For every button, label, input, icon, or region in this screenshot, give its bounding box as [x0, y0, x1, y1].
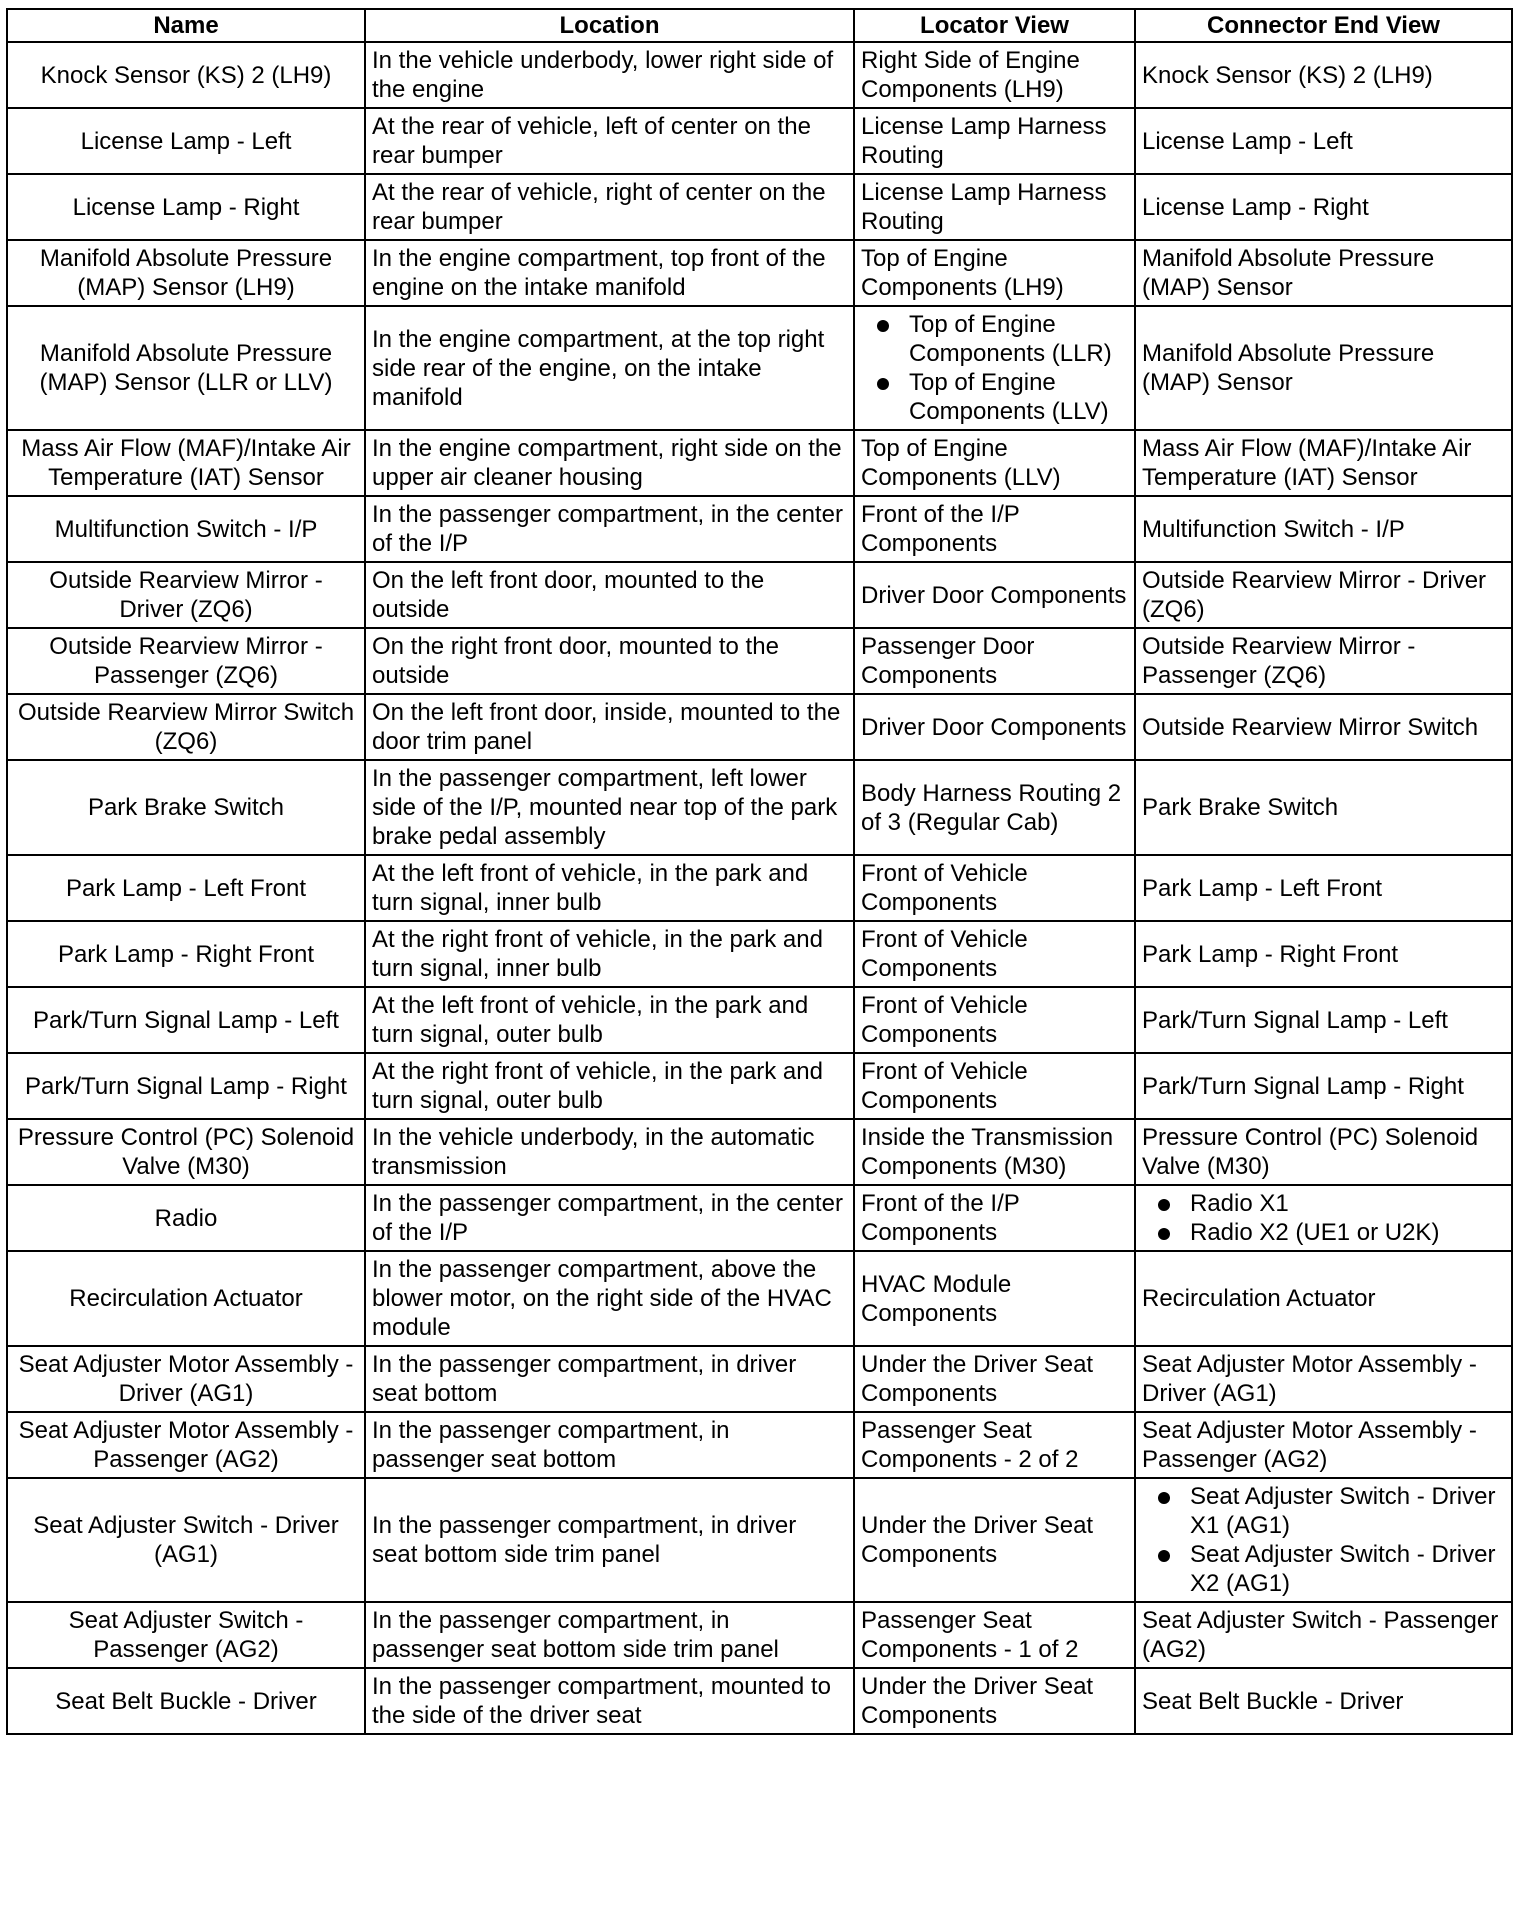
cell-locator-view: [854, 496, 1135, 562]
cell-text: License Lamp Harness Routing: [861, 179, 1107, 235]
component-locator-table: [6, 8, 1513, 1735]
cell-connector-end-view: [1135, 1185, 1512, 1251]
cell-locator-view: [854, 1412, 1135, 1478]
component-locator-table-container: [6, 8, 1511, 1735]
cell-text: Front of Vehicle Components: [861, 1058, 1028, 1114]
cell-text: Under the Driver Seat Components: [861, 1351, 1094, 1407]
cell-locator-view: [854, 562, 1135, 628]
bullet-item: Top of Engine Components (LLV): [861, 368, 1128, 426]
cell-text: Body Harness Routing 2 of 3 (Regular Cab): [861, 779, 1122, 836]
cell-name: License Lamp - Left: [7, 108, 365, 174]
table-row: [7, 240, 1512, 306]
cell-name: Radio: [7, 1185, 365, 1251]
bullet-item: Seat Adjuster Switch - Driver X2 (AG1): [1142, 1540, 1505, 1598]
cell-locator-view: [854, 1251, 1135, 1346]
table-row: [7, 921, 1512, 987]
cell-locator-view: [854, 1668, 1135, 1734]
cell-text: Under the Driver Seat Components: [861, 1673, 1094, 1729]
cell-text: HVAC Module Components: [861, 1270, 1012, 1327]
cell-text: License Lamp - Left: [1142, 127, 1353, 155]
bullet-item: Top of Engine Components (LLR): [861, 310, 1128, 368]
cell-name: Park Lamp - Right Front: [7, 921, 365, 987]
cell-name: Outside Rearview Mirror Switch (ZQ6): [7, 694, 365, 760]
table-row: [7, 855, 1512, 921]
table-row: [7, 306, 1512, 430]
table-row: [7, 1478, 1512, 1602]
cell-name: Seat Adjuster Switch - Driver (AG1): [7, 1478, 365, 1602]
cell-locator-view: [854, 42, 1135, 108]
cell-location: In the passenger compartment, left lower side of the I/P, mounted near top of the park brake pedal assembly: [365, 760, 854, 855]
cell-text: Front of the I/P Components: [861, 1190, 1020, 1246]
cell-location: At the left front of vehicle, in the park and turn signal, outer bulb: [365, 987, 854, 1053]
cell-text: Front of the I/P Components: [861, 501, 1020, 557]
table-row: [7, 1602, 1512, 1668]
cell-text: Park/Turn Signal Lamp - Right: [1142, 1072, 1464, 1100]
bullet-list: [1142, 1189, 1505, 1247]
cell-text: Seat Adjuster Motor Assembly - Passenger (AG2): [1142, 1417, 1477, 1473]
cell-connector-end-view: [1135, 1251, 1512, 1346]
cell-locator-view: [854, 987, 1135, 1053]
cell-connector-end-view: [1135, 430, 1512, 496]
cell-location: In the vehicle underbody, lower right side of the engine: [365, 42, 854, 108]
cell-name: License Lamp - Right: [7, 174, 365, 240]
cell-location: In the engine compartment, at the top right side rear of the engine, on the intake manifold: [365, 306, 854, 430]
cell-text: Passenger Seat Components - 1 of 2: [861, 1607, 1079, 1663]
cell-connector-end-view: [1135, 1478, 1512, 1602]
cell-name: Seat Adjuster Switch - Passenger (AG2): [7, 1602, 365, 1668]
cell-name: Manifold Absolute Pressure (MAP) Sensor (LLR or LLV): [7, 306, 365, 430]
cell-text: Front of Vehicle Components: [861, 992, 1028, 1048]
table-row: [7, 1668, 1512, 1734]
cell-locator-view: [854, 240, 1135, 306]
cell-text: Outside Rearview Mirror Switch: [1142, 713, 1479, 741]
cell-location: In the engine compartment, right side on the upper air cleaner housing: [365, 430, 854, 496]
cell-connector-end-view: [1135, 496, 1512, 562]
cell-text: Manifold Absolute Pressure (MAP) Sensor: [1142, 245, 1435, 301]
table-row: [7, 430, 1512, 496]
cell-name: Park/Turn Signal Lamp - Left: [7, 987, 365, 1053]
cell-locator-view: [854, 628, 1135, 694]
cell-text: Pressure Control (PC) Solenoid Valve (M30): [1142, 1124, 1479, 1180]
cell-text: Knock Sensor (KS) 2 (LH9): [1142, 61, 1433, 89]
cell-name: Seat Adjuster Motor Assembly - Passenger (AG2): [7, 1412, 365, 1478]
cell-text: Passenger Seat Components - 2 of 2: [861, 1417, 1079, 1473]
cell-location: In the passenger compartment, in the center of the I/P: [365, 496, 854, 562]
cell-name: Pressure Control (PC) Solenoid Valve (M30): [7, 1119, 365, 1185]
cell-locator-view: [854, 921, 1135, 987]
cell-text: Seat Adjuster Switch - Passenger (AG2): [1142, 1607, 1499, 1663]
cell-text: Park Brake Switch: [1142, 794, 1339, 821]
cell-connector-end-view: [1135, 760, 1512, 855]
cell-location: At the rear of vehicle, right of center on the rear bumper: [365, 174, 854, 240]
cell-connector-end-view: [1135, 1668, 1512, 1734]
cell-locator-view: [854, 1602, 1135, 1668]
table-row: [7, 1251, 1512, 1346]
cell-name: Seat Adjuster Motor Assembly - Driver (AG1): [7, 1346, 365, 1412]
cell-text: Mass Air Flow (MAF)/Intake Air Temperature (IAT) Sensor: [1142, 435, 1472, 491]
cell-locator-view: [854, 174, 1135, 240]
cell-connector-end-view: [1135, 306, 1512, 430]
cell-location: On the left front door, inside, mounted to the door trim panel: [365, 694, 854, 760]
cell-connector-end-view: [1135, 921, 1512, 987]
cell-name: Park/Turn Signal Lamp - Right: [7, 1053, 365, 1119]
cell-name: Outside Rearview Mirror - Driver (ZQ6): [7, 562, 365, 628]
table-row: [7, 1412, 1512, 1478]
table-row: [7, 562, 1512, 628]
cell-connector-end-view: [1135, 694, 1512, 760]
bullet-item: Radio X2 (UE1 or U2K): [1142, 1218, 1505, 1247]
cell-connector-end-view: [1135, 1412, 1512, 1478]
cell-name: Seat Belt Buckle - Driver: [7, 1668, 365, 1734]
cell-locator-view: [854, 1119, 1135, 1185]
cell-text: Driver Door Components: [861, 713, 1127, 741]
cell-connector-end-view: [1135, 42, 1512, 108]
table-body: [7, 42, 1512, 1734]
table-row: [7, 108, 1512, 174]
cell-location: In the vehicle underbody, in the automatic transmission: [365, 1119, 854, 1185]
cell-name: Park Lamp - Left Front: [7, 855, 365, 921]
cell-location: In the passenger compartment, in passenger seat bottom side trim panel: [365, 1602, 854, 1668]
table-row: [7, 628, 1512, 694]
cell-locator-view: [854, 1478, 1135, 1602]
cell-locator-view: [854, 108, 1135, 174]
cell-text: Front of Vehicle Components: [861, 926, 1028, 982]
cell-location: On the right front door, mounted to the outside: [365, 628, 854, 694]
bullet-item: Seat Adjuster Switch - Driver X1 (AG1): [1142, 1482, 1505, 1540]
header-name: Name: [7, 9, 365, 42]
header-locator-view: Locator View: [854, 9, 1135, 42]
cell-text: Park Lamp - Left Front: [1142, 874, 1383, 902]
cell-location: At the left front of vehicle, in the park and turn signal, inner bulb: [365, 855, 854, 921]
cell-name: Knock Sensor (KS) 2 (LH9): [7, 42, 365, 108]
cell-text: Right Side of Engine Components (LH9): [861, 47, 1080, 103]
bullet-item: Radio X1: [1142, 1189, 1505, 1218]
cell-location: In the passenger compartment, above the blower motor, on the right side of the HVAC module: [365, 1251, 854, 1346]
cell-location: In the passenger compartment, in driver seat bottom side trim panel: [365, 1478, 854, 1602]
cell-name: Park Brake Switch: [7, 760, 365, 855]
cell-location: At the right front of vehicle, in the park and turn signal, inner bulb: [365, 921, 854, 987]
table-row: [7, 496, 1512, 562]
cell-connector-end-view: [1135, 628, 1512, 694]
cell-text: Recirculation Actuator: [1142, 1285, 1376, 1312]
table-row: [7, 987, 1512, 1053]
cell-connector-end-view: [1135, 174, 1512, 240]
cell-text: Inside the Transmission Components (M30): [861, 1124, 1114, 1180]
cell-connector-end-view: [1135, 240, 1512, 306]
cell-location: At the right front of vehicle, in the park and turn signal, outer bulb: [365, 1053, 854, 1119]
cell-locator-view: [854, 1053, 1135, 1119]
cell-location: In the engine compartment, top front of the engine on the intake manifold: [365, 240, 854, 306]
cell-text: License Lamp Harness Routing: [861, 113, 1107, 169]
cell-location: On the left front door, mounted to the outside: [365, 562, 854, 628]
cell-text: Driver Door Components: [861, 581, 1127, 609]
cell-connector-end-view: [1135, 1346, 1512, 1412]
cell-text: Seat Belt Buckle - Driver: [1142, 1687, 1404, 1715]
cell-name: Multifunction Switch - I/P: [7, 496, 365, 562]
cell-locator-view: [854, 1185, 1135, 1251]
cell-connector-end-view: [1135, 1602, 1512, 1668]
cell-connector-end-view: [1135, 855, 1512, 921]
table-row: [7, 1053, 1512, 1119]
cell-locator-view: [854, 430, 1135, 496]
cell-name: Manifold Absolute Pressure (MAP) Sensor (LH9): [7, 240, 365, 306]
table-row: [7, 42, 1512, 108]
cell-connector-end-view: [1135, 108, 1512, 174]
cell-text: Outside Rearview Mirror - Driver (ZQ6): [1142, 567, 1487, 623]
cell-text: Outside Rearview Mirror - Passenger (ZQ6): [1142, 633, 1416, 689]
cell-text: Top of Engine Components (LH9): [861, 245, 1064, 301]
cell-text: Front of Vehicle Components: [861, 860, 1028, 916]
bullet-list: [1142, 1482, 1505, 1598]
header-row: [7, 9, 1512, 42]
cell-location: In the passenger compartment, mounted to the side of the driver seat: [365, 1668, 854, 1734]
cell-connector-end-view: [1135, 1053, 1512, 1119]
table-row: [7, 1119, 1512, 1185]
cell-text: License Lamp - Right: [1142, 193, 1369, 221]
cell-location: At the rear of vehicle, left of center on the rear bumper: [365, 108, 854, 174]
cell-name: Mass Air Flow (MAF)/Intake Air Temperature (IAT) Sensor: [7, 430, 365, 496]
cell-locator-view: [854, 855, 1135, 921]
cell-locator-view: [854, 760, 1135, 855]
cell-connector-end-view: [1135, 987, 1512, 1053]
bullet-list: [861, 310, 1128, 426]
cell-connector-end-view: [1135, 1119, 1512, 1185]
cell-text: Passenger Door Components: [861, 633, 1035, 689]
table-row: [7, 174, 1512, 240]
cell-text: Park/Turn Signal Lamp - Left: [1142, 1006, 1448, 1034]
cell-text: Multifunction Switch - I/P: [1142, 515, 1405, 543]
cell-text: Seat Adjuster Motor Assembly - Driver (AG1): [1142, 1351, 1477, 1407]
cell-locator-view: [854, 1346, 1135, 1412]
cell-name: Recirculation Actuator: [7, 1251, 365, 1346]
cell-text: Park Lamp - Right Front: [1142, 940, 1399, 968]
table-row: [7, 694, 1512, 760]
cell-text: Manifold Absolute Pressure (MAP) Sensor: [1142, 340, 1435, 396]
table-row: [7, 1185, 1512, 1251]
table-row: [7, 1346, 1512, 1412]
cell-location: In the passenger compartment, in the center of the I/P: [365, 1185, 854, 1251]
cell-text: Under the Driver Seat Components: [861, 1512, 1094, 1568]
cell-locator-view: [854, 694, 1135, 760]
cell-name: Outside Rearview Mirror - Passenger (ZQ6): [7, 628, 365, 694]
cell-location: In the passenger compartment, in driver seat bottom: [365, 1346, 854, 1412]
header-connector-end-view: Connector End View: [1135, 9, 1512, 42]
table-row: [7, 760, 1512, 855]
cell-locator-view: [854, 306, 1135, 430]
cell-text: Top of Engine Components (LLV): [861, 435, 1061, 491]
cell-connector-end-view: [1135, 562, 1512, 628]
header-location: Location: [365, 9, 854, 42]
cell-location: In the passenger compartment, in passenger seat bottom: [365, 1412, 854, 1478]
